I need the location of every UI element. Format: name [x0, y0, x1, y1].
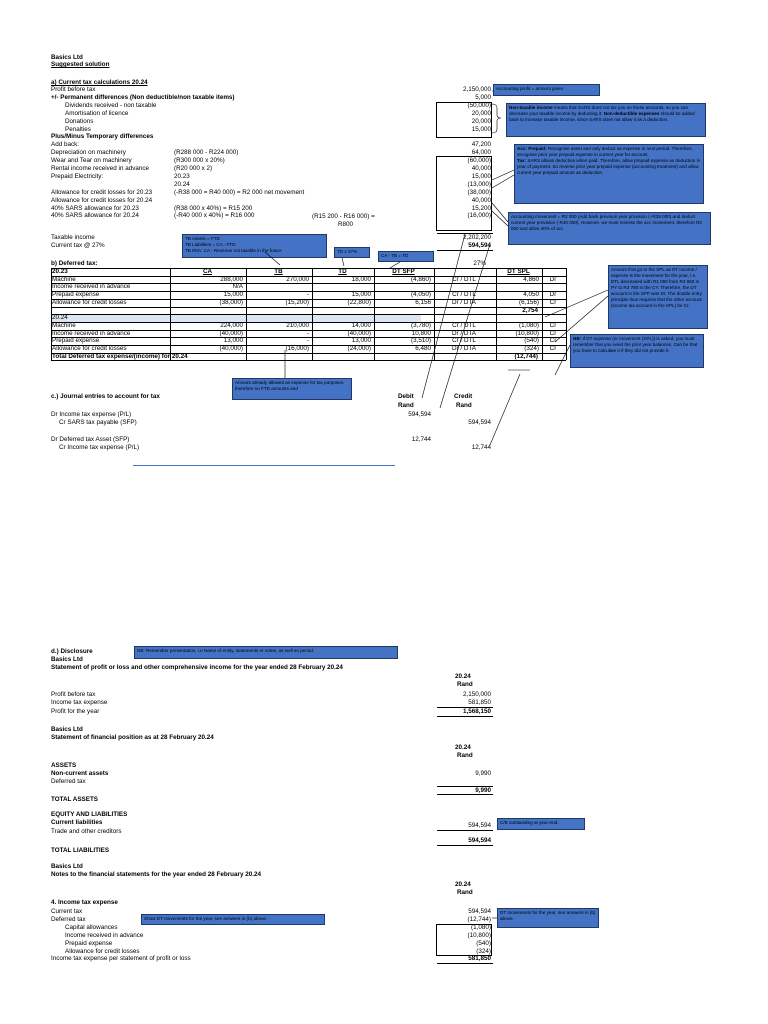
- dt-cell: (1,080): [519, 321, 539, 329]
- note-prepaid-text1: Recognise asset and only deduct as expense in next period. Therefore, recognise prior year prepaid expense in current year for account.: [517, 146, 693, 157]
- current-tax-title: a) Current tax calculations 20.24: [51, 79, 148, 86]
- dt-cell: Income received in advance: [52, 283, 131, 291]
- ct-row-label: Profit before tax: [51, 86, 96, 93]
- ct-row-calc: (R300 000 x 20%): [174, 157, 225, 165]
- note4-row-label: Prepaid expense: [65, 939, 113, 947]
- ct-row-label: Rental income received in advance: [51, 165, 150, 172]
- note-accounting-profit: Accounting profit = amount given: [493, 84, 600, 96]
- note-amount-allowed: Amount already allowed as expense for tax purposes, therefore no FTD amounts and: [232, 378, 352, 400]
- current-tax-double-line: [437, 250, 493, 251]
- dt-cell: Dr / DTA: [451, 298, 477, 306]
- journal-account: Dr Income tax expense (P/L): [51, 411, 132, 418]
- dt-cell: 4,860: [523, 275, 539, 283]
- dt-cell: Machine: [52, 275, 76, 283]
- pl-row-label: Income tax expense: [51, 699, 108, 706]
- separator-line: [133, 465, 395, 466]
- note4-row-value: 581,850: [468, 955, 491, 963]
- dt-cell: Dr: [549, 275, 557, 283]
- current-tax-label: Current tax @ 27%: [51, 242, 105, 249]
- dt-cell: Dr / DTA: [451, 329, 477, 337]
- note-tb: [182, 234, 327, 258]
- dt-cell: 15,000: [351, 291, 371, 299]
- note4-row-value: (1,080): [471, 923, 491, 931]
- dt-cell: Cr: [549, 298, 557, 306]
- dt-grid-hline: [51, 299, 566, 300]
- journal-title: c.) Journal entries to account for tax: [51, 393, 160, 400]
- ct-row-calc: 20.24: [174, 180, 190, 188]
- eq-liab-label: EQUITY AND LIABILITIES: [51, 811, 128, 818]
- note-non-taxable-text2: should be added back to increase taxable income, since SARS does not allow it as a deduction.: [509, 111, 695, 122]
- perm-diff-box: [436, 102, 492, 138]
- tax-rate: 27%: [473, 260, 486, 267]
- pl-subtotal-line: [437, 707, 493, 708]
- notes-company: Basics Ltd: [51, 863, 83, 870]
- note-non-taxable: [506, 103, 706, 137]
- dt-cell: 288,000: [220, 275, 243, 283]
- dt-grid-vline: [434, 268, 435, 360]
- journal-debit: 594,594: [408, 411, 431, 418]
- dt-grid-vline: [246, 268, 247, 360]
- company-name: Basics Ltd: [51, 54, 83, 61]
- journal-account: Cr Income tax expense (P/L): [59, 444, 140, 451]
- note-non-taxable-bold1: Non-taxable income: [509, 105, 553, 110]
- taxable-income-label: Taxable income: [51, 234, 95, 241]
- dt-cell: Cr / DTL: [452, 337, 476, 345]
- note-tb-liabilities: TB Liabilities = CA - FTD: [185, 242, 236, 247]
- fp-rand: Rand: [457, 752, 473, 759]
- dt-cell: -: [306, 329, 309, 337]
- note4-row-value: (12,744): [467, 915, 491, 923]
- dt-grid-hline: [51, 291, 566, 292]
- note-non-taxable-text1: means that SARS does not tax you on these amounts, so you can decrease your taxable income by deducting it.: [509, 105, 688, 116]
- ct-row-calc: (R20 000 x 2): [174, 165, 213, 172]
- dt-grid-vline: [542, 268, 543, 360]
- ct-row-value: 40,000: [471, 165, 491, 172]
- nca-value: 9,990: [475, 770, 491, 777]
- pl-row-label: Profit for the year: [51, 708, 100, 715]
- dt-cell: 14,000: [351, 321, 371, 329]
- debit-header: Debit: [398, 393, 414, 400]
- dt-grid-hline: [51, 345, 566, 346]
- dt-cell: Prepaid expense: [52, 291, 100, 299]
- dt-cell: (16,000): [285, 345, 309, 352]
- dt-cell: 15,000: [223, 291, 243, 299]
- ct-row-value: 20,000: [471, 117, 491, 125]
- note4-row-label: Allowance for credit losses: [65, 947, 140, 955]
- dt-cell: Cr: [549, 329, 557, 337]
- dt-cell: 6,480: [415, 345, 431, 352]
- side-calc-1: (R15 200 - R16 000) =: [312, 213, 375, 220]
- note4-row-label: Capital allowances: [65, 923, 118, 931]
- note-prepaid-bold1: Acc: Prepaid:: [517, 146, 547, 151]
- dt-cell: (40,000): [219, 329, 243, 337]
- pl-row-label: Profit before tax: [51, 691, 96, 698]
- note-ca-tb: CA - TB = TD: [378, 251, 434, 262]
- note-acc-movement: Accounting movement = R2 000 (Add back previous year provision (+R38 000) and deduct current year provision (-R40 000). However, we must reverse the acc movement, therefore R2 000 and allow 40% of acc: [508, 212, 711, 245]
- dt-year-2024: 20.24: [52, 314, 68, 322]
- dt-cell: 224,000: [220, 321, 243, 329]
- fp-company: Basics Ltd: [51, 726, 83, 733]
- dt-cell: (40,000): [219, 345, 243, 352]
- dt-grid-vline: [312, 268, 313, 360]
- dt-cell: 210,000: [286, 321, 309, 329]
- ct-row-value: 47,200: [471, 141, 491, 149]
- note-cb-outstanding: C/B outstanding at year-end.: [497, 818, 585, 830]
- dt-cell: Prepaid expense: [52, 337, 100, 345]
- dt-cell: Allowance for credit losses: [52, 345, 127, 352]
- dt-cell: 13,000: [351, 337, 371, 345]
- dt-grid-hline: [51, 322, 566, 323]
- notes-rand: Rand: [457, 889, 473, 896]
- dt-cell: (540): [524, 337, 539, 345]
- pl-row-value: 2,150,000: [462, 691, 491, 698]
- note-non-taxable-bold2: Non-deductible expenses: [603, 111, 660, 116]
- trade-label: Trade and other creditors: [51, 828, 122, 835]
- disclosure-company: Basics Ltd: [51, 656, 83, 663]
- journal-credit: 12,744: [471, 444, 491, 451]
- pl-row-value: 1,568,150: [462, 708, 491, 715]
- dt-cell: (324): [524, 345, 539, 352]
- credit-header: Credit: [454, 393, 473, 400]
- dt-grid-hline: [51, 337, 566, 338]
- deferred-tax-asset-label: Deferred tax: [51, 778, 86, 785]
- fp-title: Statement of financial position as at 28 February 20.24: [51, 734, 214, 741]
- liab-line: [437, 830, 493, 831]
- dt-cell: Dr: [549, 291, 557, 299]
- dt-cell: -: [306, 291, 309, 299]
- dt-grid-hline: [51, 330, 566, 331]
- dt-cell: Cr / DTL: [452, 275, 476, 283]
- dt-cell: Cr / DTL: [452, 321, 476, 329]
- ct-row-value: 20,000: [471, 109, 491, 117]
- credit-rand: Rand: [456, 402, 472, 409]
- ct-row-value: (38,000): [467, 188, 491, 196]
- notes-year: 20.24: [455, 881, 471, 888]
- note-tb-assets: TB Assets = FTD: [185, 236, 220, 241]
- assets-label: ASSETS: [51, 762, 77, 769]
- ct-row-value: (60,000): [467, 157, 491, 165]
- liab-subtotal: 594,594: [468, 837, 491, 844]
- notes-title: Notes to the financial statements for the year ended 28 February 20.24: [51, 871, 261, 878]
- note4-title: 4. Income tax expense: [51, 899, 118, 906]
- ct-row-label: Allowance for credit losses for 20.23: [51, 188, 153, 196]
- dt-header: TD: [338, 268, 347, 275]
- dt-subtotal-2023: 2,754: [522, 306, 538, 314]
- dt-grid-hline: [51, 353, 566, 354]
- dt-header: TB: [274, 268, 283, 275]
- note-prepaid-bold2: Tax:: [517, 158, 527, 163]
- dt-total-value: (12,744): [514, 352, 538, 360]
- journal-account: Cr SARS tax payable (SFP): [59, 419, 137, 426]
- dt-cell: 270,000: [286, 275, 309, 283]
- note-nb-dt: [570, 334, 704, 368]
- year-2024-band: [51, 314, 421, 322]
- dt-header: CA: [202, 268, 213, 275]
- deferred-tax-title: b) Deferred tax:: [51, 260, 98, 267]
- dt-cell: (15,200): [285, 298, 309, 306]
- dt-cell: (22,800): [347, 298, 371, 306]
- dt-cell: (24,000): [347, 345, 371, 352]
- note-dt-movements-left: Show DT movements for the year, see answers in (b) above.: [141, 914, 325, 925]
- dt-cell: Machine: [52, 321, 76, 329]
- ct-row-value: 15,000: [471, 172, 491, 180]
- pl-year: 20.24: [455, 673, 471, 680]
- ct-row-value: (13,000): [467, 180, 491, 188]
- dt-cell: 13,000: [223, 337, 243, 345]
- ct-row-label: 40% SARS allowance for 20.23: [51, 204, 139, 212]
- dt-grid-vline: [496, 268, 497, 360]
- note4-row-label: Income received in advance: [65, 931, 144, 939]
- dt-cell: 10,800: [411, 329, 431, 337]
- note-prepaid-text2: SARS allows deduction when paid. Therefore, allow prepaid expense as deduction in year of payment. So reverse prior year prepaid expense (accounting treatment) and allow current year prepaid amount as deduction.: [517, 158, 701, 175]
- dt-cell: 6,156: [415, 298, 431, 306]
- current-tax-value: 594,594: [468, 242, 491, 249]
- note-td-rate: TD x 27%: [334, 247, 370, 258]
- note4-box: [436, 924, 492, 956]
- ct-row-label: Allowance for credit losses for 20.24: [51, 196, 153, 204]
- ct-row-label: Donations: [65, 117, 94, 125]
- current-liab-label: Current liabilities: [51, 819, 103, 826]
- ct-row-calc: (-R40 000 x 40%) = R16 000: [174, 212, 255, 220]
- pl-rand: Rand: [457, 681, 473, 688]
- ct-row-label: 40% SARS allowance for 20.24: [51, 212, 139, 220]
- dt-cell: N/A: [232, 283, 243, 291]
- dt-cell: (38,000): [219, 298, 243, 306]
- pl-title: Statement of profit or loss and other comprehensive income for the year ended 28 February 20.24: [51, 664, 343, 671]
- ct-row-calc: (R38 000 x 40%) = R15 200: [174, 204, 253, 212]
- dt-cell: (3,510): [411, 337, 431, 345]
- note4-row-label: Current tax: [51, 908, 83, 915]
- journal-debit: 12,744: [411, 436, 431, 443]
- dt-cell: (4,050): [411, 291, 431, 299]
- dt-grid-vline: [566, 268, 567, 360]
- ct-row-label: Amortisation of licence: [65, 109, 129, 117]
- dt-cell: Cr: [549, 337, 557, 345]
- journal-account: Dr Deferred tax Asset (SFP): [51, 436, 130, 443]
- pl-row-value: 581,850: [468, 699, 491, 706]
- note4-row-value: (324): [476, 947, 491, 955]
- ct-row-label: Add back:: [51, 141, 80, 149]
- ct-row-label: Prepaid Electricity:: [51, 172, 104, 180]
- dt-cell: 4,050: [523, 291, 539, 299]
- dt-cell: Cr / DTL: [452, 291, 476, 299]
- ct-row-value: 64,000: [471, 149, 491, 157]
- ct-row-value: (50,000): [467, 101, 491, 109]
- ct-row-value: 15,000: [471, 125, 491, 133]
- note-presentation: NB: Remember presentation, i.e Name of entity, statements or notes, as well as period.: [134, 646, 398, 659]
- dt-cell: (40,000): [347, 329, 371, 337]
- dt-grid-vline: [170, 268, 171, 360]
- trade-value: 594,594: [468, 822, 491, 829]
- subtitle: Suggested solution: [51, 61, 110, 68]
- dt-total-label: Total Deferred tax expense/(income) for 20.24: [52, 352, 188, 360]
- dt-grid-vline: [51, 268, 52, 360]
- pl-total-line: [437, 716, 493, 717]
- ct-row-label: Dividends received - non taxable: [65, 101, 157, 109]
- note-tb-iria: TB IRIA: CA - Revenue not taxable in the future: [185, 248, 282, 253]
- disclosure-title: d.) Disclosure: [51, 648, 93, 655]
- debit-rand: Rand: [398, 402, 414, 409]
- dt-cell: 18,000: [351, 275, 371, 283]
- dt-cell: Cr: [549, 345, 557, 352]
- note-nb-dt-text: If DT expense (or movement (SPL)) is asked, you must remember that you need the prior year balances. Can be that you have to calculate it if they did not provide it.: [573, 336, 698, 353]
- dt-header: DT SPL: [507, 268, 530, 275]
- dt-cell: (3,780): [411, 321, 431, 329]
- dt-grid-hline: [51, 314, 566, 315]
- dt-cell: -: [306, 337, 309, 345]
- dt-cell: (6,156): [519, 298, 539, 306]
- dt-grid-hline: [51, 307, 566, 308]
- dt-grid-vline: [374, 268, 375, 360]
- assets-subtotal: 9,990: [475, 787, 491, 794]
- journal-credit: 594,594: [468, 419, 491, 426]
- ct-row-value: 15,200: [471, 204, 491, 212]
- dt-grid-hline: [51, 360, 566, 361]
- dt-cell: Allowance for credit losses: [52, 298, 127, 306]
- note4-row-value: 594,594: [468, 908, 491, 915]
- dt-header: 20.23: [52, 268, 68, 275]
- note-spl-movement: Amount that go to the SPL as DT income / expense is the movement for the year, i.e. DTL decreased with R1 080 from R4 860 in PY to R3 780 in the CY. Therefore, the DT account in the SFP was Dr. The double entry principle thus requires that the other account (income tax account in the SPL) be Cr.: [608, 265, 708, 329]
- dt-cell: (4,860): [411, 275, 431, 283]
- dt-grid-hline: [51, 283, 566, 284]
- ct-row-value: 2,150,000: [462, 86, 491, 93]
- ct-row-label: Plus/Minus Temporary differences: [51, 133, 154, 141]
- note4-row-label: Deferred tax: [51, 915, 86, 923]
- ct-row-value: 5,000: [475, 93, 491, 101]
- liab-double-line: [437, 845, 493, 846]
- ct-row-value: 40,000: [471, 196, 491, 204]
- nca-label: Non-current assets: [51, 770, 109, 777]
- note-dt-movements-right: DT movements for the year, see answers in (b) above.: [497, 908, 599, 928]
- side-calc-2: R800: [338, 221, 354, 228]
- dt-grid-hline: [51, 276, 566, 277]
- dt-header: DT SFP: [392, 268, 415, 275]
- note-prepaid: [514, 144, 704, 204]
- ct-row-calc: (-R38 000 = R40 000) = R2 000 net movement: [174, 188, 305, 196]
- ct-row-calc: 20.23: [174, 172, 190, 180]
- note4-row-value: (10,800): [467, 931, 491, 939]
- ct-row-label: +/- Permanent differences (Non deductible/non taxable items): [51, 93, 235, 101]
- note4-row-label: Income tax expense per statement of profit or loss: [51, 955, 191, 963]
- note4-row-value: (540): [476, 939, 491, 947]
- fp-year: 20.24: [455, 744, 471, 751]
- taxable-income-value: 2,202,200: [462, 234, 491, 241]
- dt-cell: Dr / DTA: [451, 345, 477, 352]
- total-liab-label: TOTAL LIABILITIES: [51, 847, 110, 854]
- ct-row-value: (16,000): [467, 212, 491, 220]
- note-nb-dt-bold: NB:: [573, 336, 582, 341]
- temp-diff-box: [436, 156, 492, 231]
- assets-double-line: [437, 794, 493, 795]
- ct-row-calc: (R288 000 - R224 000): [174, 149, 239, 157]
- ct-row-label: Wear and Tear on machinery: [51, 157, 132, 165]
- dt-cell: (10,800): [515, 329, 539, 337]
- note4-double-line: [437, 963, 493, 964]
- ct-row-label: Penalties: [65, 125, 91, 133]
- ct-row-label: Depreciation on machinery: [51, 149, 126, 157]
- dt-grid-hline: [51, 268, 566, 269]
- total-assets-label: TOTAL ASSETS: [51, 796, 98, 803]
- dt-cell: Cr: [549, 321, 557, 329]
- dt-cell: Income received in advance: [52, 329, 131, 337]
